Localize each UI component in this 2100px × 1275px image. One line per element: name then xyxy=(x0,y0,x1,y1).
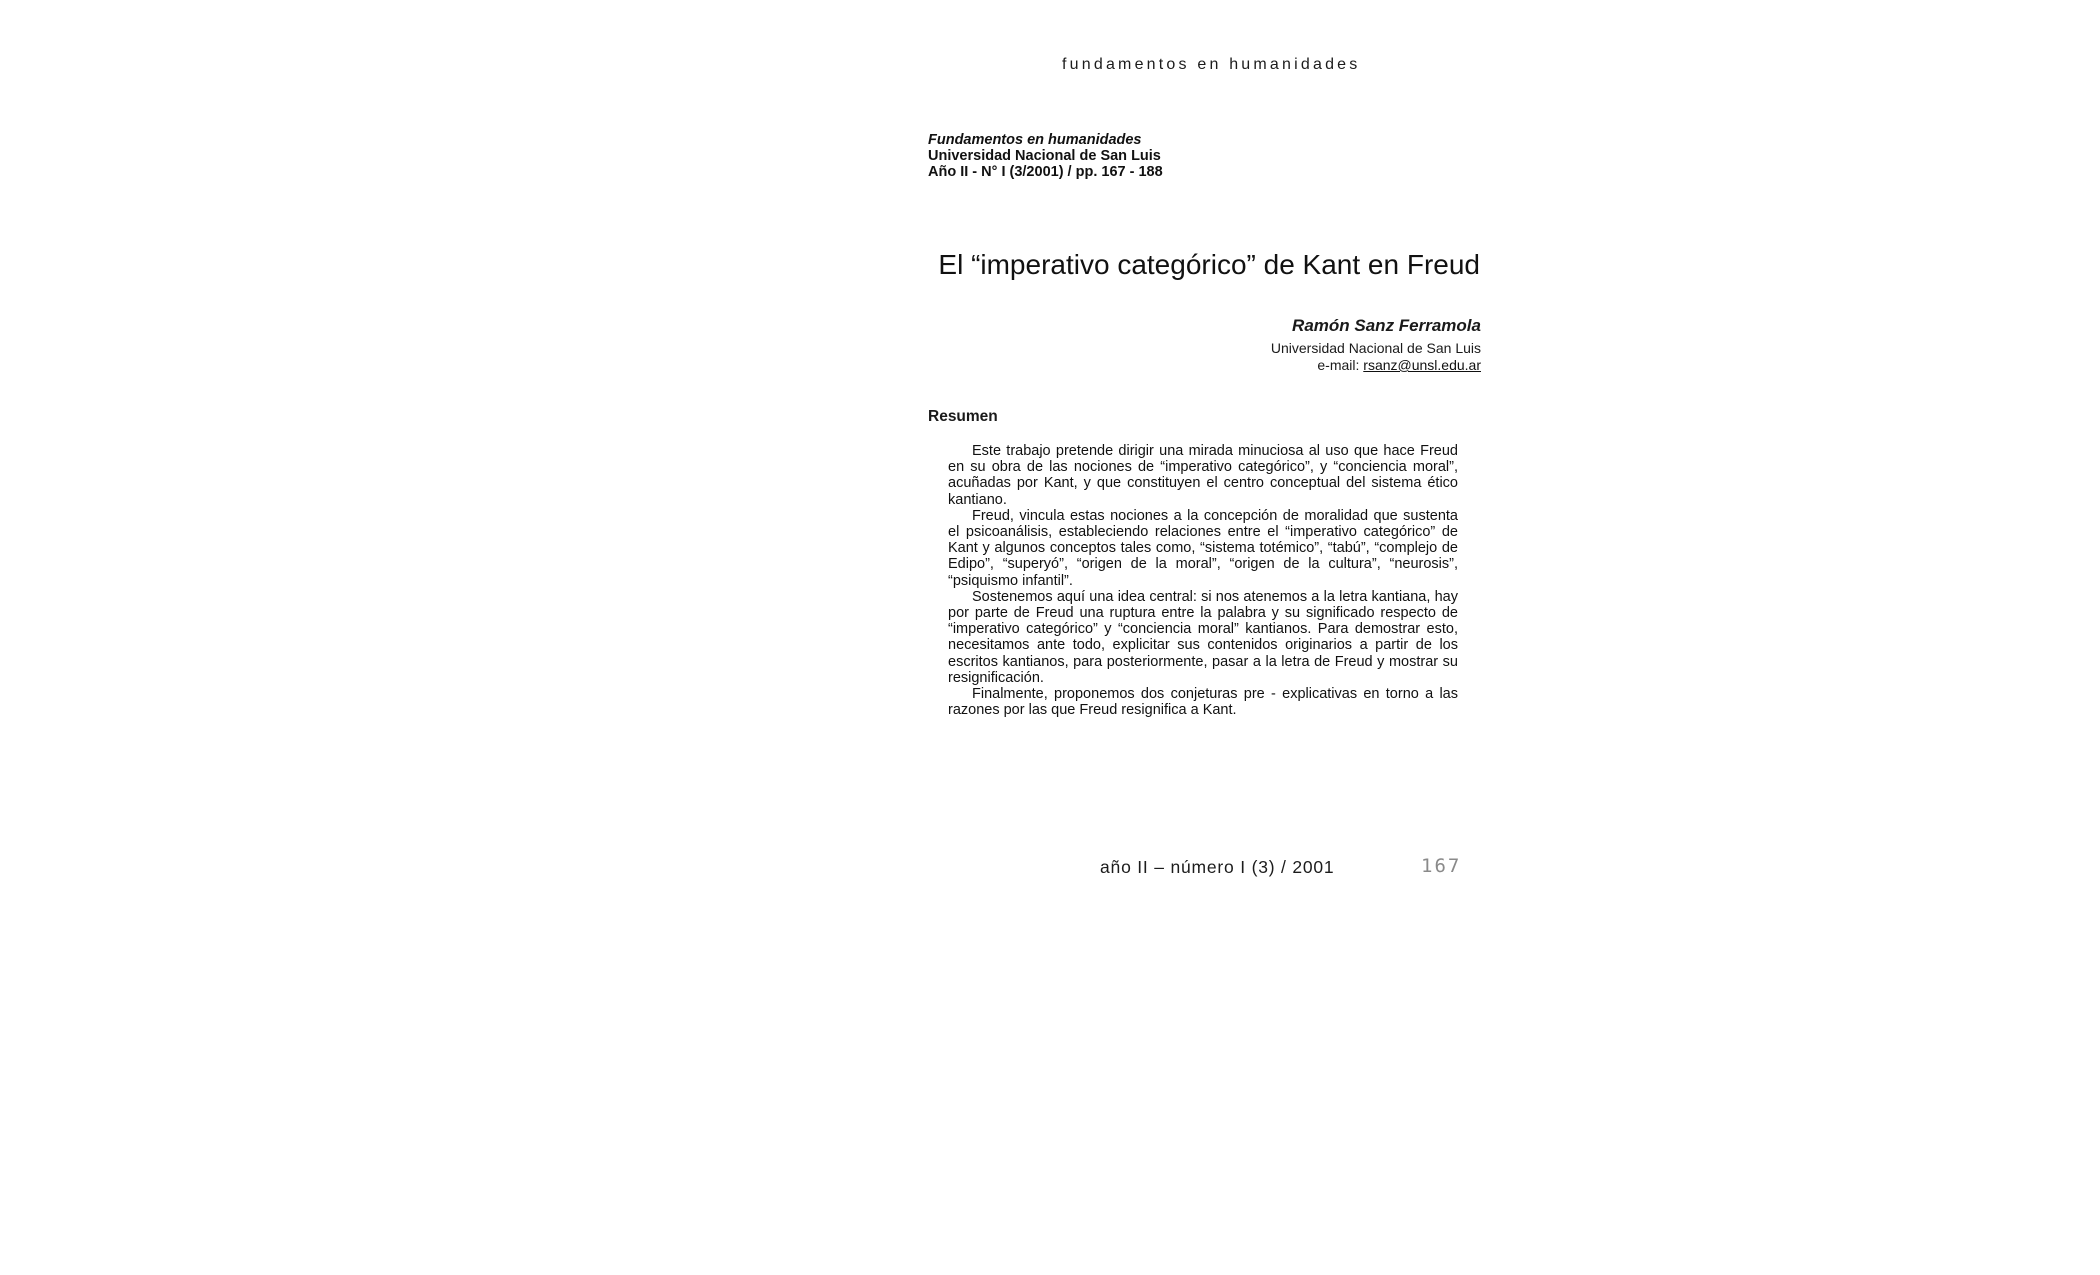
journal-institution: Universidad Nacional de San Luis xyxy=(928,148,1161,164)
page-number: 167 xyxy=(1421,855,1462,877)
journal-name: Fundamentos en humanidades xyxy=(928,132,1142,148)
abstract-paragraph: Finalmente, proponemos dos conjeturas pre - explicativas en torno a las razones por las que Freud resignifica a Kant. xyxy=(948,686,1458,719)
author-affiliation: Universidad Nacional de San Luis xyxy=(1270,340,1481,356)
abstract-paragraph: Freud, vincula estas nociones a la concepción de moralidad que sustenta el psicoanálisis, estableciendo relaciones entre el “imperativo categórico” de Kant y algunos conceptos tales como, “sistema totémico”, “tabú”, “complejo de Edipo”, “superyó”, “origen de la moral”, “origen de la cultura”, “neurosis”, “psiquismo infantil”. xyxy=(948,507,1458,589)
running-head: fundamentos en humanidades xyxy=(1062,56,1361,73)
journal-info-block xyxy=(928,132,1163,180)
abstract-heading: Resumen xyxy=(928,408,998,425)
email-label: e-mail: xyxy=(1317,357,1364,373)
email-link[interactable]: rsanz@unsl.edu.ar xyxy=(1363,357,1481,373)
author-block xyxy=(1271,317,1481,372)
article-title: El “imperativo categórico” de Kant en Freud xyxy=(938,249,1480,280)
journal-issue-info: Año II - N° I (3/2001) / pp. 167 - 188 xyxy=(928,164,1163,180)
author-name: Ramón Sanz Ferramola xyxy=(1292,316,1481,335)
author-email-line xyxy=(1271,358,1481,372)
abstract-paragraph: Sostenemos aquí una idea central: si nos atenemos a la letra kantiana, hay por parte de Freud una ruptura entre la palabra y su significado respecto de “imperativo categórico” y “conciencia moral” kantianos. Para demostrar esto, necesitamos ante todo, explicitar sus contenidos originarios a partir de los escritos kantianos, para posteriormente, pasar a la letra de Freud y mostrar su resignificación. xyxy=(948,588,1458,686)
footer-journal-line: año II – número I (3) / 2001 xyxy=(1100,857,1335,877)
abstract-paragraph: Este trabajo pretende dirigir una mirada minuciosa al uso que hace Freud en su obra de las nociones de “imperativo categórico”, y “conciencia moral”, acuñadas por Kant, y que constituyen el centro conceptual del sistema ético kantiano. xyxy=(948,443,1458,508)
abstract-body xyxy=(948,443,1458,718)
